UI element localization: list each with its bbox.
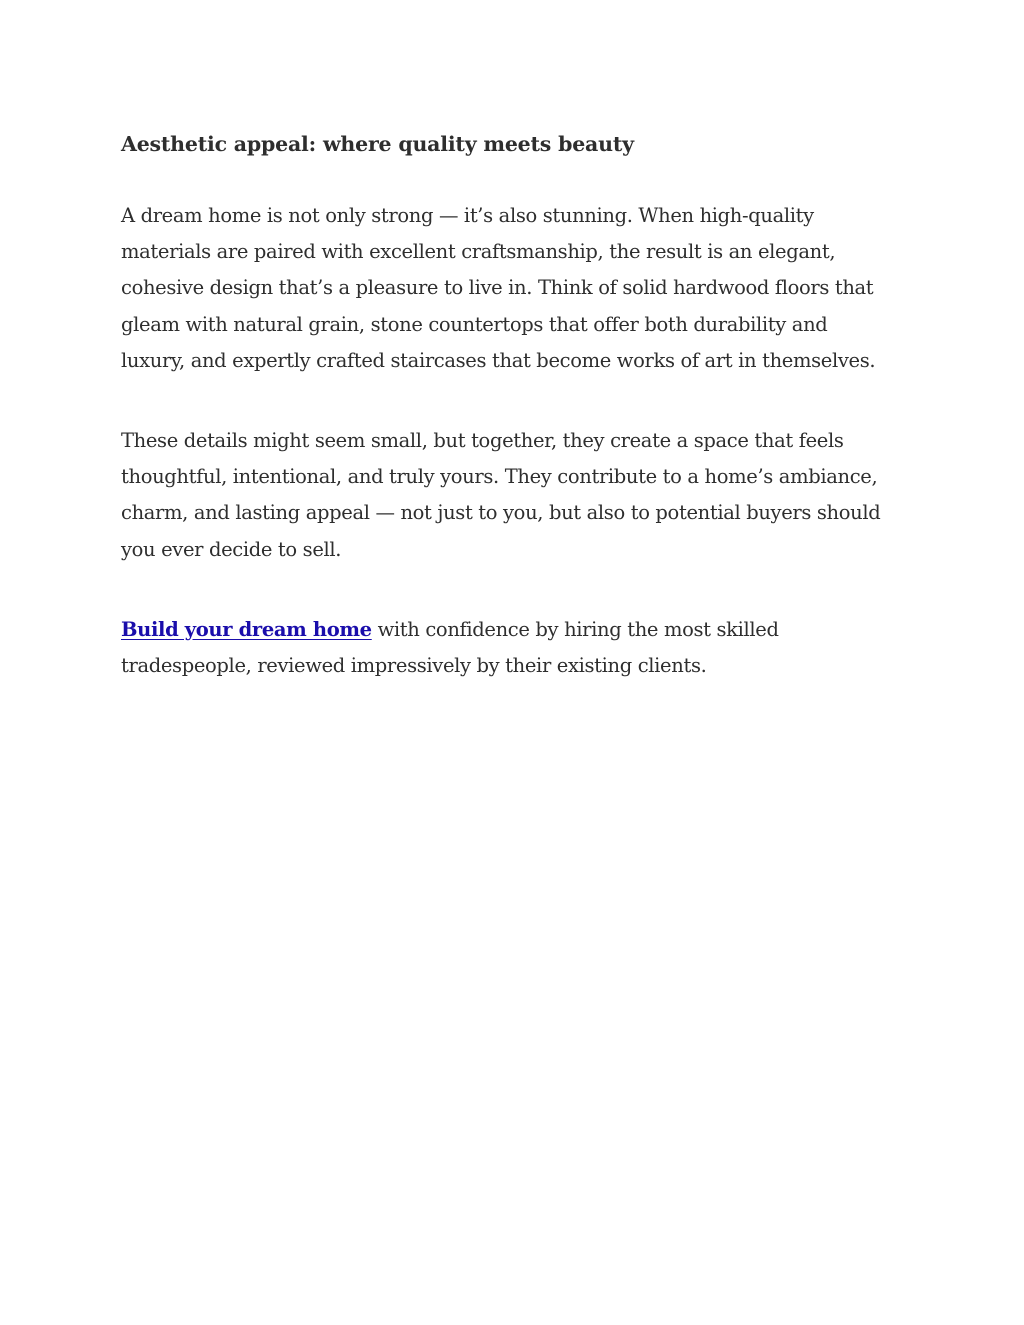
paragraph-details [121, 423, 921, 568]
text-line: luxury, and expertly crafted staircases that become works of art in themselves. [121, 348, 876, 372]
text-line: cohesive design that’s a pleasure to live in. Think of solid hardwood floors that [121, 276, 874, 300]
section-heading: Aesthetic appeal: where quality meets beauty [121, 132, 634, 156]
text-line: These details might seem small, but together, they create a space that feels [121, 429, 844, 453]
text-line: charm, and lasting appeal — not just to you, but also to potential buyers should [121, 501, 881, 525]
build-dream-home-link[interactable]: Build your dream home [121, 617, 372, 641]
text-line: gleam with natural grain, stone countertops that offer both durability and [121, 312, 828, 336]
cta-text: with confidence by hiring the most skilled [371, 617, 779, 641]
paragraph-cta [121, 612, 921, 684]
text-line: tradespeople, reviewed impressively by their existing clients. [121, 654, 707, 678]
text-line: thoughtful, intentional, and truly yours. They contribute to a home’s ambiance, [121, 465, 878, 489]
text-line: materials are paired with excellent craftsmanship, the result is an elegant, [121, 240, 836, 264]
text-line: A dream home is not only strong — it’s also stunning. When high-quality [121, 204, 814, 227]
text-line: you ever decide to sell. [121, 537, 342, 561]
document-page [121, 126, 921, 728]
paragraph-aesthetics [121, 198, 921, 379]
cta-line [121, 612, 921, 648]
